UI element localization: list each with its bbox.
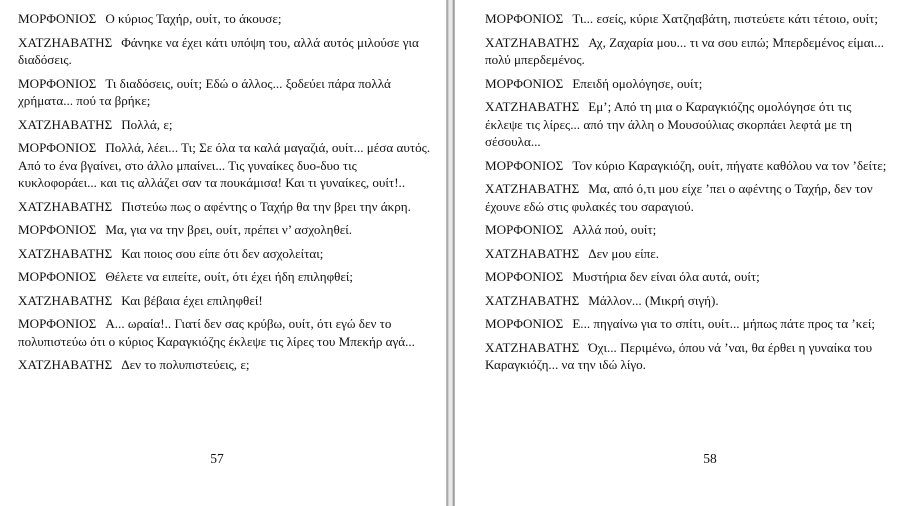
speaker-name: ΧΑΤΖΗΑΒΑΤΗΣ xyxy=(485,99,580,114)
speaker-name: ΜΟΡΦΟΝΙΟΣ xyxy=(485,222,564,237)
speaker-name: ΧΑΤΖΗΑΒΑΤΗΣ xyxy=(485,34,580,50)
speaker-name: ΜΟΡΦΟΝΙΟΣ xyxy=(18,140,97,155)
speaker-name: ΜΟΡΦΟΝΙΟΣ xyxy=(18,222,97,237)
dialogue-text: Α... ωραία!.. Γιατί δεν σας κρύβω, ουίτ, ότι εγώ δεν το πολυπιστεύω ότι ο κύριος Καραγκιόζης έκλεψε τις λίρες του Μπεκήρ αγά... xyxy=(18,316,415,349)
speaker-name: ΜΟΡΦΟΝΙΟΣ xyxy=(18,11,97,26)
speaker-name: ΜΟΡΦΟΝΙΟΣ xyxy=(18,316,97,331)
speaker-name: ΧΑΤΖΗΑΒΑΤΗΣ xyxy=(18,198,113,214)
dialogue-line xyxy=(485,245,891,263)
dialogue-text: Αλλά πού, ουίτ; xyxy=(572,222,657,237)
speaker-name: ΜΟΡΦΟΝΙΟΣ xyxy=(485,11,564,26)
dialogue-text: Ο κύριος Ταχήρ, ουίτ, το άκουσε; xyxy=(105,11,282,26)
dialogue-line xyxy=(485,75,891,93)
dialogue-line xyxy=(18,34,438,69)
dialogue-text: Μυστήρια δεν είναι όλα αυτά, ουίτ; xyxy=(572,269,760,284)
dialogue-text: Εμ’; Από τη μια ο Καραγκιόζης ομολόγησε ότι τις έκλεψε τις λίρες... από την άλλη ο Μουσούλιας σκορπάει λεφτά με τη σέσουλα... xyxy=(485,99,853,149)
dialogue-line xyxy=(485,34,891,69)
dialogue-line xyxy=(485,292,891,310)
dialogue-line xyxy=(18,221,438,239)
dialogue-text: Τι διαδόσεις, ουίτ; Εδώ ο άλλος... ξοδεύει πάρα πολλά χρήματα... πού τα βρήκε; xyxy=(18,75,391,108)
dialogue-line xyxy=(485,315,891,333)
speaker-name: ΜΟΡΦΟΝΙΟΣ xyxy=(485,157,564,173)
dialogue-text: Επειδή ομολόγησε, ουίτ; xyxy=(572,75,703,91)
speaker-name: ΧΑΤΖΗΑΒΑΤΗΣ xyxy=(485,245,580,261)
dialogue-text: Και βέβαια έχει επιληφθεί! xyxy=(121,292,263,308)
dialogue-line xyxy=(18,139,438,192)
dialogue-block xyxy=(485,10,891,374)
dialogue-block xyxy=(18,10,438,374)
dialogue-text: Θέλετε να ειπείτε, ουίτ, ότι έχει ήδη επιληφθεί; xyxy=(105,269,354,284)
page-number: 57 xyxy=(210,451,224,466)
dialogue-text: Όχι... Περιμένω, όπου νά ’ναι, θα έρθει η γυναίκα του Καραγκιόζη... να την ιδώ λίγο. xyxy=(485,339,873,372)
page-number: 58 xyxy=(703,451,717,466)
dialogue-text: Πιστεύω πως ο αφέντης ο Ταχήρ θα την βρει την άκρη. xyxy=(121,198,411,214)
dialogue-line xyxy=(485,221,891,239)
dialogue-line xyxy=(18,245,438,263)
dialogue-text: Και ποιος σου είπε ότι δεν ασχολείται; xyxy=(121,245,324,261)
dialogue-line xyxy=(18,75,438,110)
speaker-name: ΧΑΤΖΗΑΒΑΤΗΣ xyxy=(18,34,113,50)
speaker-name: ΜΟΡΦΟΝΙΟΣ xyxy=(485,269,564,284)
page-right xyxy=(455,0,901,506)
dialogue-line xyxy=(485,339,891,374)
speaker-name: ΜΟΡΦΟΝΙΟΣ xyxy=(485,316,564,331)
dialogue-text: Τον κύριο Καραγκιόζη, ουίτ, πήγατε καθόλου να τον ’δείτε; xyxy=(572,157,887,173)
dialogue-line xyxy=(485,180,891,215)
dialogue-text: Μάλλον... (Μικρή σιγή). xyxy=(588,292,719,308)
speaker-name: ΧΑΤΖΗΑΒΑΤΗΣ xyxy=(485,339,580,355)
dialogue-line xyxy=(18,268,438,286)
speaker-name: ΧΑΤΖΗΑΒΑΤΗΣ xyxy=(18,116,113,132)
dialogue-text: Αχ, Ζαχαρία μου... τι να σου ειπώ; Μπερδεμένος είμαι... πολύ μπερδεμένος. xyxy=(485,34,884,67)
dialogue-line xyxy=(18,356,438,374)
dialogue-text: Μα, για να την βρει, ουίτ, πρέπει ν’ ασχοληθεί. xyxy=(105,222,353,237)
dialogue-text: Φάνηκε να έχει κάτι υπόψη του, αλλά αυτός μιλούσε για διαδόσεις. xyxy=(18,34,419,67)
page-gutter xyxy=(446,0,455,506)
dialogue-line xyxy=(485,10,891,28)
page-left xyxy=(0,0,446,506)
dialogue-text: Πολλά, λέει... Τι; Σε όλα τα καλά μαγαζιά, ουίτ... μέσα αυτός. Από το ένα βγαίνει, στο άλλο μπαίνει... Τις γυναίκες δυο-δυο τις κυκλοφοράει... και τις αλλάζει σαν τα πουκάμισα! Και τι γυναίκες, ουίτ!.. xyxy=(18,140,431,190)
speaker-name: ΧΑΤΖΗΑΒΑΤΗΣ xyxy=(18,357,113,372)
speaker-name: ΧΑΤΖΗΑΒΑΤΗΣ xyxy=(18,245,113,261)
dialogue-line xyxy=(485,268,891,286)
dialogue-line xyxy=(18,10,438,28)
dialogue-line xyxy=(18,292,438,310)
dialogue-text: Μα, από ό,τι μου είχε ’πει ο αφέντης ο Ταχήρ, δεν τον έχουνε εδώ στις φυλακές του σαραγιού. xyxy=(485,181,873,214)
dialogue-text: Τι... εσείς, κύριε Χατζηαβάτη, πιστεύετε κάτι τέτοιο, ουίτ; xyxy=(572,11,879,26)
dialogue-line xyxy=(485,157,891,175)
dialogue-text: Ε... πηγαίνω για το σπίτι, ουίτ... μήπως πάτε προς τα ’κεί; xyxy=(572,316,876,331)
dialogue-line xyxy=(18,198,438,216)
speaker-name: ΜΟΡΦΟΝΙΟΣ xyxy=(18,269,97,284)
dialogue-text: Πολλά, ε; xyxy=(121,116,173,132)
dialogue-text: Δεν το πολυπιστεύεις, ε; xyxy=(121,357,250,372)
speaker-name: ΜΟΡΦΟΝΙΟΣ xyxy=(485,75,564,91)
dialogue-line xyxy=(485,98,891,151)
speaker-name: ΜΟΡΦΟΝΙΟΣ xyxy=(18,75,97,91)
dialogue-line xyxy=(18,315,438,350)
speaker-name: ΧΑΤΖΗΑΒΑΤΗΣ xyxy=(18,292,113,308)
speaker-name: ΧΑΤΖΗΑΒΑΤΗΣ xyxy=(485,181,580,196)
dialogue-line xyxy=(18,116,438,134)
dialogue-text: Δεν μου είπε. xyxy=(588,245,660,261)
speaker-name: ΧΑΤΖΗΑΒΑΤΗΣ xyxy=(485,292,580,308)
